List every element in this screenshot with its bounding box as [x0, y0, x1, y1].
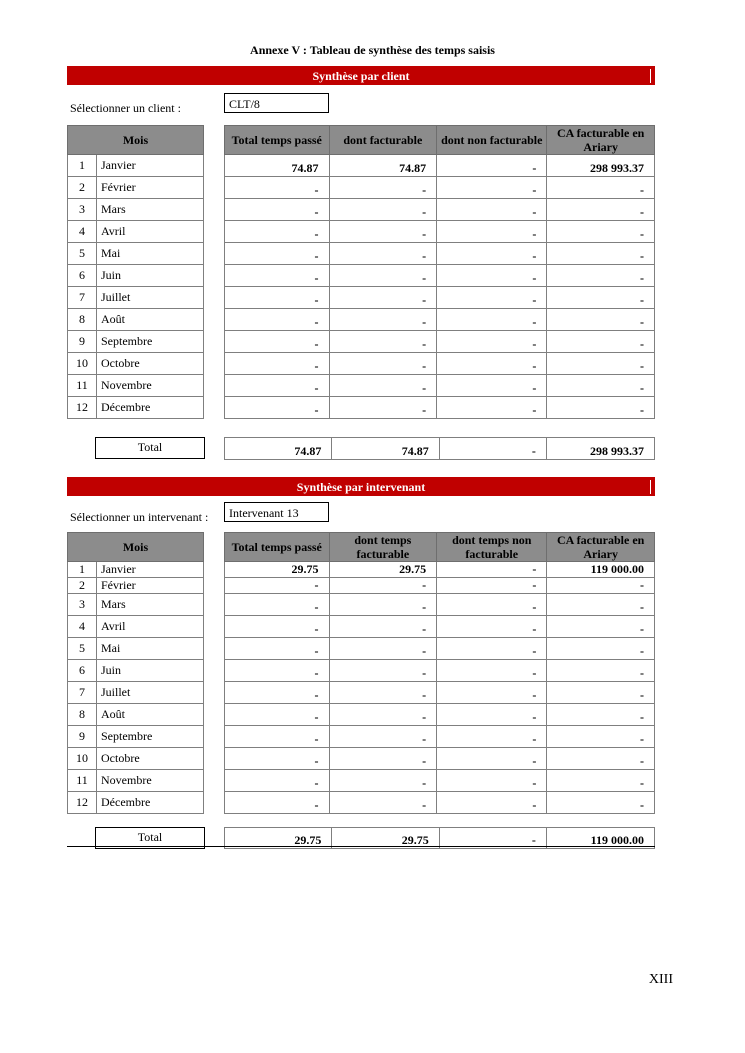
- cell-v2: -: [329, 638, 437, 660]
- cell-v1: 74.87: [225, 155, 330, 177]
- month-name: Janvier: [97, 562, 204, 578]
- cell-v4: -: [547, 243, 655, 265]
- cell-v2: -: [329, 792, 437, 814]
- table-row: [225, 155, 655, 177]
- month-number: 11: [68, 375, 97, 397]
- cell-v4: -: [547, 331, 655, 353]
- intervenant-section-title: Synthèse par intervenant: [296, 480, 426, 494]
- intervenant-months-header: Mois: [68, 533, 204, 562]
- cell-v1: -: [225, 748, 330, 770]
- month-number: 5: [68, 638, 97, 660]
- month-name: Mai: [97, 243, 204, 265]
- table-row: [225, 375, 655, 397]
- cell-v1: -: [225, 221, 330, 243]
- cell-v3: -: [437, 375, 547, 397]
- table-row: [225, 199, 655, 221]
- cell-v2: -: [329, 748, 437, 770]
- table-row: [225, 331, 655, 353]
- intervenant-total-v3: -: [439, 828, 546, 849]
- cell-v3: -: [437, 748, 547, 770]
- intervenant-total-v1: 29.75: [225, 828, 332, 849]
- cell-v1: -: [225, 638, 330, 660]
- intervenant-select-label: Sélectionner un intervenant :: [70, 510, 209, 524]
- cell-v1: 29.75: [225, 562, 330, 578]
- table-row: [225, 353, 655, 375]
- table-row: [225, 638, 655, 660]
- cell-v4: -: [547, 792, 655, 814]
- cell-v2: -: [329, 594, 437, 616]
- month-number: 6: [68, 660, 97, 682]
- cell-v4: -: [547, 704, 655, 726]
- intervenant-header-non-facturable: dont temps non facturable: [437, 533, 547, 562]
- table-row: [225, 287, 655, 309]
- cell-v2: -: [329, 243, 437, 265]
- month-number: 1: [68, 562, 97, 578]
- month-row: [68, 243, 204, 265]
- month-number: 4: [68, 221, 97, 243]
- cell-v2: -: [329, 578, 437, 594]
- month-name: Février: [97, 177, 204, 199]
- cell-v3: -: [437, 309, 547, 331]
- month-row: [68, 309, 204, 331]
- cell-v2: -: [329, 309, 437, 331]
- cell-v1: -: [225, 309, 330, 331]
- cell-v1: -: [225, 616, 330, 638]
- cell-v3: -: [437, 616, 547, 638]
- table-row: [225, 792, 655, 814]
- client-total-label: Total: [95, 437, 205, 459]
- table-row: [225, 682, 655, 704]
- cell-v2: -: [329, 177, 437, 199]
- cell-v3: -: [437, 562, 547, 578]
- client-total-table: [224, 437, 655, 460]
- cell-v1: -: [225, 726, 330, 748]
- month-name: Mai: [97, 638, 204, 660]
- month-number: 12: [68, 397, 97, 419]
- month-row: [68, 792, 204, 814]
- table-row: [225, 704, 655, 726]
- client-select-label: Sélectionner un client :: [70, 101, 181, 115]
- table-row: [225, 748, 655, 770]
- client-months-header: Mois: [68, 126, 204, 155]
- cell-v4: -: [547, 375, 655, 397]
- cell-v2: -: [329, 331, 437, 353]
- cell-v1: -: [225, 397, 330, 419]
- client-months-table: [67, 125, 204, 419]
- month-number: 8: [68, 704, 97, 726]
- month-name: Mars: [97, 594, 204, 616]
- cell-v3: -: [437, 726, 547, 748]
- cell-v4: -: [547, 353, 655, 375]
- cell-v2: -: [329, 616, 437, 638]
- intervenant-header-facturable: dont temps facturable: [329, 533, 437, 562]
- cell-v2: -: [329, 704, 437, 726]
- month-name: Novembre: [97, 375, 204, 397]
- client-header-facturable: dont facturable: [329, 126, 437, 155]
- month-name: Décembre: [97, 792, 204, 814]
- month-number: 2: [68, 578, 97, 594]
- month-row: [68, 155, 204, 177]
- cell-v4: -: [547, 177, 655, 199]
- month-number: 5: [68, 243, 97, 265]
- cell-v4: -: [547, 660, 655, 682]
- month-name: Novembre: [97, 770, 204, 792]
- month-row: [68, 682, 204, 704]
- client-header-total: Total temps passé: [225, 126, 330, 155]
- cell-v2: -: [329, 221, 437, 243]
- cell-v4: -: [547, 221, 655, 243]
- table-row: [225, 265, 655, 287]
- cell-v1: -: [225, 331, 330, 353]
- cell-v4: -: [547, 265, 655, 287]
- month-row: [68, 770, 204, 792]
- table-row: [225, 243, 655, 265]
- cell-v4: -: [547, 578, 655, 594]
- intervenant-header-total: Total temps passé: [225, 533, 330, 562]
- intervenant-total-v4: 119 000.00: [546, 828, 654, 849]
- cell-v3: -: [437, 682, 547, 704]
- month-row: [68, 397, 204, 419]
- cell-v3: -: [437, 353, 547, 375]
- cell-v1: -: [225, 682, 330, 704]
- cell-v3: -: [437, 578, 547, 594]
- month-number: 2: [68, 177, 97, 199]
- cell-v2: -: [329, 682, 437, 704]
- month-name: Septembre: [97, 331, 204, 353]
- cell-v1: -: [225, 375, 330, 397]
- cell-v2: -: [329, 199, 437, 221]
- table-row: [225, 177, 655, 199]
- cell-v4: -: [547, 770, 655, 792]
- cell-v4: 298 993.37: [547, 155, 655, 177]
- month-name: Août: [97, 309, 204, 331]
- table-row: [225, 578, 655, 594]
- month-row: [68, 375, 204, 397]
- page-number: XIII: [648, 972, 673, 987]
- month-number: 1: [68, 155, 97, 177]
- month-name: Juillet: [97, 287, 204, 309]
- cell-v2: -: [329, 287, 437, 309]
- cell-v1: -: [225, 177, 330, 199]
- cell-v1: -: [225, 353, 330, 375]
- page-title: Annexe V : Tableau de synthèse des temps saisis: [250, 43, 495, 57]
- cell-v1: -: [225, 594, 330, 616]
- intervenant-select-input[interactable]: Intervenant 13: [224, 502, 329, 522]
- table-row: [225, 309, 655, 331]
- cell-v4: -: [547, 726, 655, 748]
- table-row: [225, 660, 655, 682]
- cell-v1: -: [225, 660, 330, 682]
- month-name: Juin: [97, 265, 204, 287]
- month-name: Juillet: [97, 682, 204, 704]
- cell-v1: -: [225, 287, 330, 309]
- client-section-title: Synthèse par client: [312, 69, 410, 83]
- cell-v3: -: [437, 221, 547, 243]
- cell-v3: -: [437, 243, 547, 265]
- month-name: Avril: [97, 221, 204, 243]
- table-row: [225, 397, 655, 419]
- month-row: [68, 748, 204, 770]
- month-name: Février: [97, 578, 204, 594]
- month-number: 12: [68, 792, 97, 814]
- month-name: Octobre: [97, 353, 204, 375]
- intervenant-total-label: Total: [95, 827, 205, 849]
- cell-v2: -: [329, 375, 437, 397]
- month-number: 6: [68, 265, 97, 287]
- month-row: [68, 562, 204, 578]
- month-row: [68, 594, 204, 616]
- cell-v3: -: [437, 770, 547, 792]
- cell-v2: -: [329, 660, 437, 682]
- month-row: [68, 660, 204, 682]
- cell-v3: -: [437, 155, 547, 177]
- month-number: 8: [68, 309, 97, 331]
- month-number: 3: [68, 199, 97, 221]
- table-row: [225, 616, 655, 638]
- cell-v3: -: [437, 660, 547, 682]
- cell-v4: -: [547, 638, 655, 660]
- month-name: Septembre: [97, 726, 204, 748]
- cell-v3: -: [437, 704, 547, 726]
- table-row: [225, 221, 655, 243]
- month-number: 11: [68, 770, 97, 792]
- client-total-v3: -: [439, 438, 546, 460]
- month-name: Janvier: [97, 155, 204, 177]
- client-header-non-facturable: dont non facturable: [437, 126, 547, 155]
- month-name: Décembre: [97, 397, 204, 419]
- month-row: [68, 638, 204, 660]
- cell-v3: -: [437, 177, 547, 199]
- month-row: [68, 199, 204, 221]
- cell-v3: -: [437, 397, 547, 419]
- client-total-v1: 74.87: [225, 438, 332, 460]
- intervenant-header-ca: CA facturable en Ariary: [547, 533, 655, 562]
- cell-v3: -: [437, 265, 547, 287]
- intervenant-values-table: [224, 532, 655, 814]
- cell-v3: -: [437, 199, 547, 221]
- month-number: 10: [68, 353, 97, 375]
- month-name: Avril: [97, 616, 204, 638]
- cell-v3: -: [437, 638, 547, 660]
- month-row: [68, 177, 204, 199]
- month-name: Août: [97, 704, 204, 726]
- cell-v1: -: [225, 199, 330, 221]
- cell-v3: -: [437, 331, 547, 353]
- month-row: [68, 221, 204, 243]
- cell-v3: -: [437, 792, 547, 814]
- cell-v4: 119 000.00: [547, 562, 655, 578]
- cell-v1: -: [225, 770, 330, 792]
- month-row: [68, 726, 204, 748]
- month-row: [68, 704, 204, 726]
- client-total-v2: 74.87: [332, 438, 439, 460]
- cell-v1: -: [225, 704, 330, 726]
- month-row: [68, 616, 204, 638]
- table-row: [225, 726, 655, 748]
- month-number: 9: [68, 331, 97, 353]
- month-name: Octobre: [97, 748, 204, 770]
- table-row: [225, 770, 655, 792]
- cell-v2: 29.75: [329, 562, 437, 578]
- client-values-table: [224, 125, 655, 419]
- month-name: Mars: [97, 199, 204, 221]
- cell-v4: -: [547, 616, 655, 638]
- month-row: [68, 578, 204, 594]
- cell-v2: -: [329, 770, 437, 792]
- month-number: 7: [68, 287, 97, 309]
- month-number: 10: [68, 748, 97, 770]
- cell-v3: -: [437, 287, 547, 309]
- table-row: [225, 562, 655, 578]
- cell-v1: -: [225, 243, 330, 265]
- month-row: [68, 287, 204, 309]
- intervenant-months-table: [67, 532, 204, 814]
- month-number: 3: [68, 594, 97, 616]
- cell-v2: -: [329, 726, 437, 748]
- cell-v4: -: [547, 199, 655, 221]
- cell-v4: -: [547, 594, 655, 616]
- cell-v3: -: [437, 594, 547, 616]
- table-row: [225, 594, 655, 616]
- client-select-input[interactable]: CLT/8: [224, 93, 329, 113]
- month-row: [68, 353, 204, 375]
- cell-v2: -: [329, 397, 437, 419]
- intervenant-section-banner: [67, 477, 655, 496]
- month-row: [68, 331, 204, 353]
- month-number: 4: [68, 616, 97, 638]
- cell-v4: -: [547, 682, 655, 704]
- month-number: 7: [68, 682, 97, 704]
- cell-v4: -: [547, 287, 655, 309]
- month-row: [68, 265, 204, 287]
- client-total-v4: 298 993.37: [546, 438, 654, 460]
- cell-v4: -: [547, 397, 655, 419]
- cell-v4: -: [547, 748, 655, 770]
- intervenant-total-v2: 29.75: [332, 828, 439, 849]
- client-section-banner: [67, 66, 655, 85]
- bottom-rule: [67, 846, 655, 847]
- cell-v4: -: [547, 309, 655, 331]
- cell-v2: 74.87: [329, 155, 437, 177]
- cell-v1: -: [225, 792, 330, 814]
- client-header-ca: CA facturable en Ariary: [547, 126, 655, 155]
- month-number: 9: [68, 726, 97, 748]
- cell-v2: -: [329, 353, 437, 375]
- cell-v1: -: [225, 578, 330, 594]
- month-name: Juin: [97, 660, 204, 682]
- cell-v1: -: [225, 265, 330, 287]
- cell-v2: -: [329, 265, 437, 287]
